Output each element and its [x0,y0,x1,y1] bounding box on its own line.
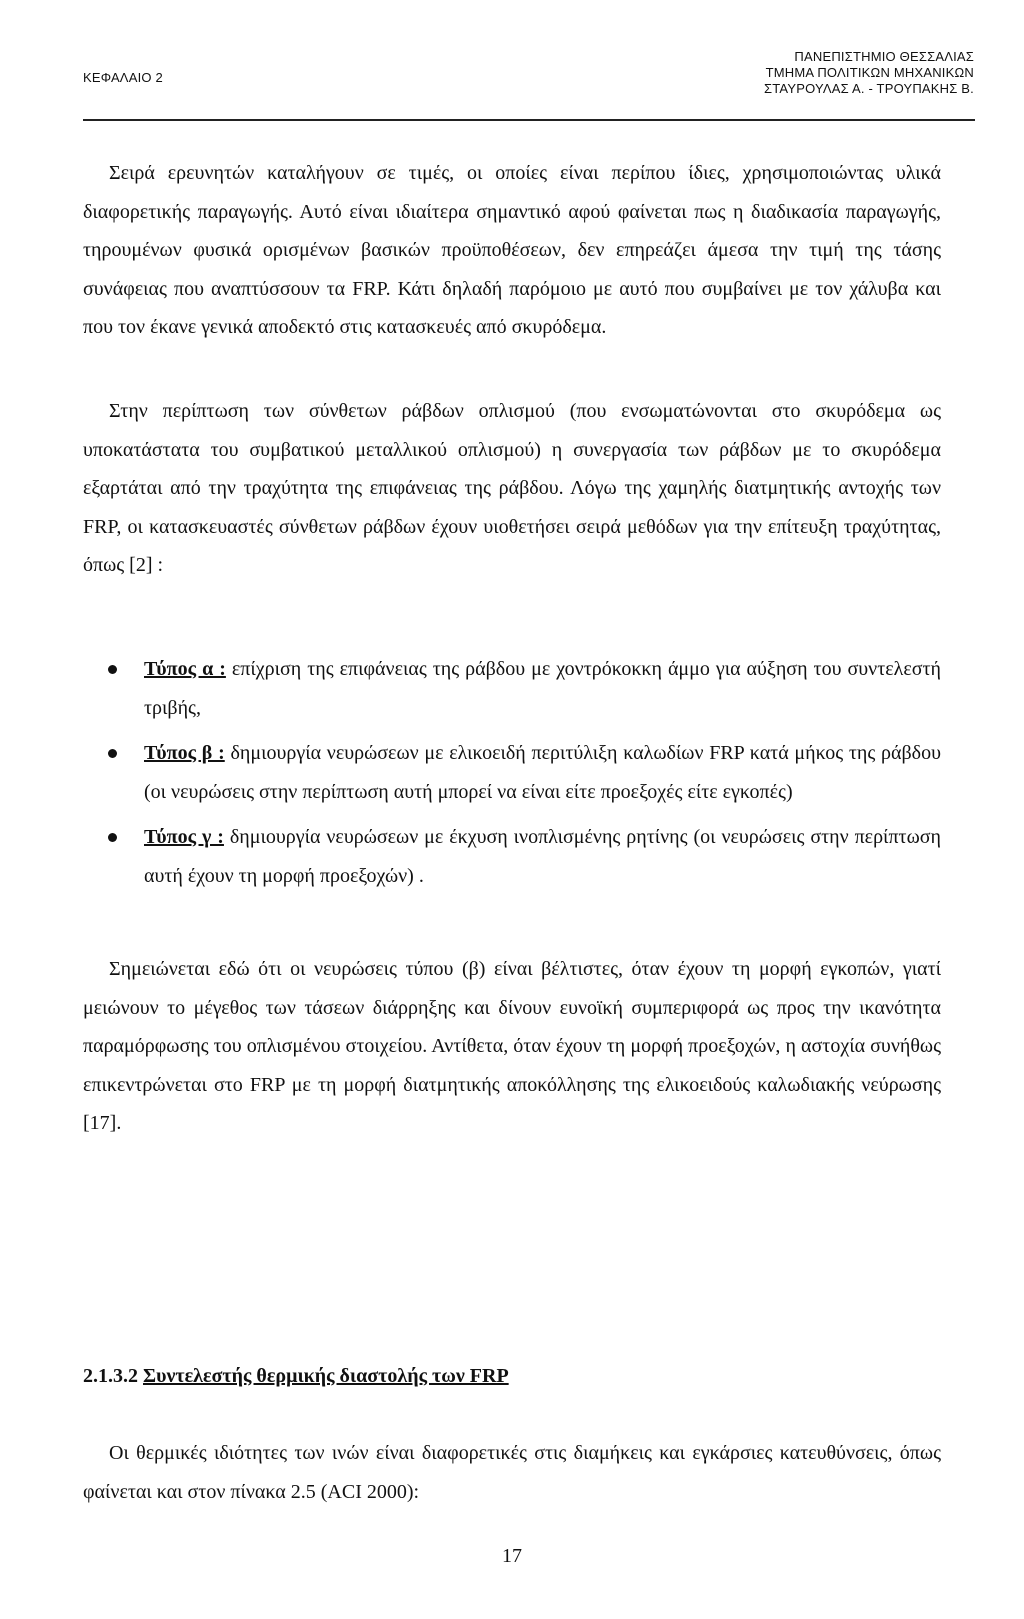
type-label: Τύπος α : [144,658,226,680]
header-university: ΠΑΝΕΠΙΣΤΗΜΙΟ ΘΕΣΣΑΛΙΑΣ [794,49,974,64]
section-title: Συντελεστής θερμικής διαστολής των FRP [143,1365,509,1387]
type-label: Τύπος γ : [144,826,224,848]
page-number: 17 [502,1545,522,1567]
header-chapter: ΚΕΦΑΛΑΙΟ 2 [83,70,163,85]
bullet-icon [108,833,117,842]
header-authors: ΣΤΑΥΡΟΥΛΑΣ Α. - ΤΡΟΥΠΑΚΗΣ Β. [764,81,974,96]
paragraph-3: Σημειώνεται εδώ ότι οι νευρώσεις τύπου (β) είναι βέλτιστες, όταν έχουν τη μορφή εγκοπών, γιατί μειώνουν το μέγεθος των τάσεων διάρρηξης και δίνουν ευνοϊκή συμπεριφορά ως προς την ικανότητα παραμόρφωσης του οπλισμένου στοιχείου. Αντίθετα, όταν έχουν τη μορφή προεξοχών, η αστοχία συνήθως επικεντρώνεται στο FRP με τη μορφή διατμητικής αποκόλλησης της ελικοειδούς καλωδιακής νεύρωσης [17]. [83,958,941,1134]
header-institution [764,49,974,97]
list-item [83,818,941,895]
header-divider [83,119,975,121]
bullet-icon [108,749,117,758]
list-item [83,650,941,727]
header-department: ΤΜΗΜΑ ΠΟΛΙΤΙΚΩΝ ΜΗΧΑΝΙΚΩΝ [765,65,974,80]
section-number: 2.1.3.2 [83,1365,138,1387]
paragraph-2: Στην περίπτωση των σύνθετων ράβδων οπλισμού (που ενσωματώνονται στο σκυρόδεμα ως υποκατάστατα του συμβατικού μεταλλικού οπλισμού) η συνεργασία των ράβδων με το σκυρόδεμα εξαρτάται από την τραχύτητα της επιφάνειας της ράβδου. Λόγω της χαμηλής διατμητικής αντοχής των FRP, οι κατασκευαστές σύνθετων ράβδων έχουν υιοθετήσει σειρά μεθόδων για την επίτευξη τραχύτητας, όπως [2] : [83,400,941,576]
list-item-text: δημιουργία νευρώσεων με ελικοειδή περιτύλιξη καλωδίων FRP κατά μήκος της ράβδου (οι νευρώσεις στην περίπτωση αυτή μπορεί να είναι είτε προεξοχές είτε εγκοπές) [144,742,942,803]
list-item-text: δημιουργία νευρώσεων με έκχυση ινοπλισμένης ρητίνης (οι νευρώσεις στην περίπτωση αυτή έχουν τη μορφή προεξοχών) . [144,826,941,887]
bullet-icon [108,665,117,674]
list-item [83,734,941,811]
paragraph-1: Σειρά ερευνητών καταλήγουν σε τιμές, οι οποίες είναι περίπου ίδιες, χρησιμοποιώντας υλικά διαφορετικής παραγωγής. Αυτό είναι ιδιαίτερα σημαντικό αφού φαίνεται πως η διαδικασία παραγωγής, τηρουμένων φυσικά ορισμένων βασικών προϋποθέσεων, δεν επηρεάζει άμεσα την τιμή της τάσης συνάφειας που αναπτύσσουν τα FRP. Κάτι δηλαδή παρόμοιο με αυτό που συμβαίνει με τον χάλυβα και που τον έκανε γενικά αποδεκτό στις κατασκευές από σκυρόδεμα. [83,162,941,338]
roughness-methods-list [83,650,941,902]
section-heading [83,1365,509,1388]
type-label: Τύπος β : [144,742,225,764]
list-item-text: επίχριση της επιφάνειας της ράβδου με χοντρόκοκκη άμμο για αύξηση του συντελεστή τριβής, [144,658,942,719]
paragraph-4: Οι θερμικές ιδιότητες των ινών είναι διαφορετικές στις διαμήκεις και εγκάρσιες κατευθύνσεις, όπως φαίνεται και στον πίνακα 2.5 (ACI 2000): [83,1442,941,1503]
